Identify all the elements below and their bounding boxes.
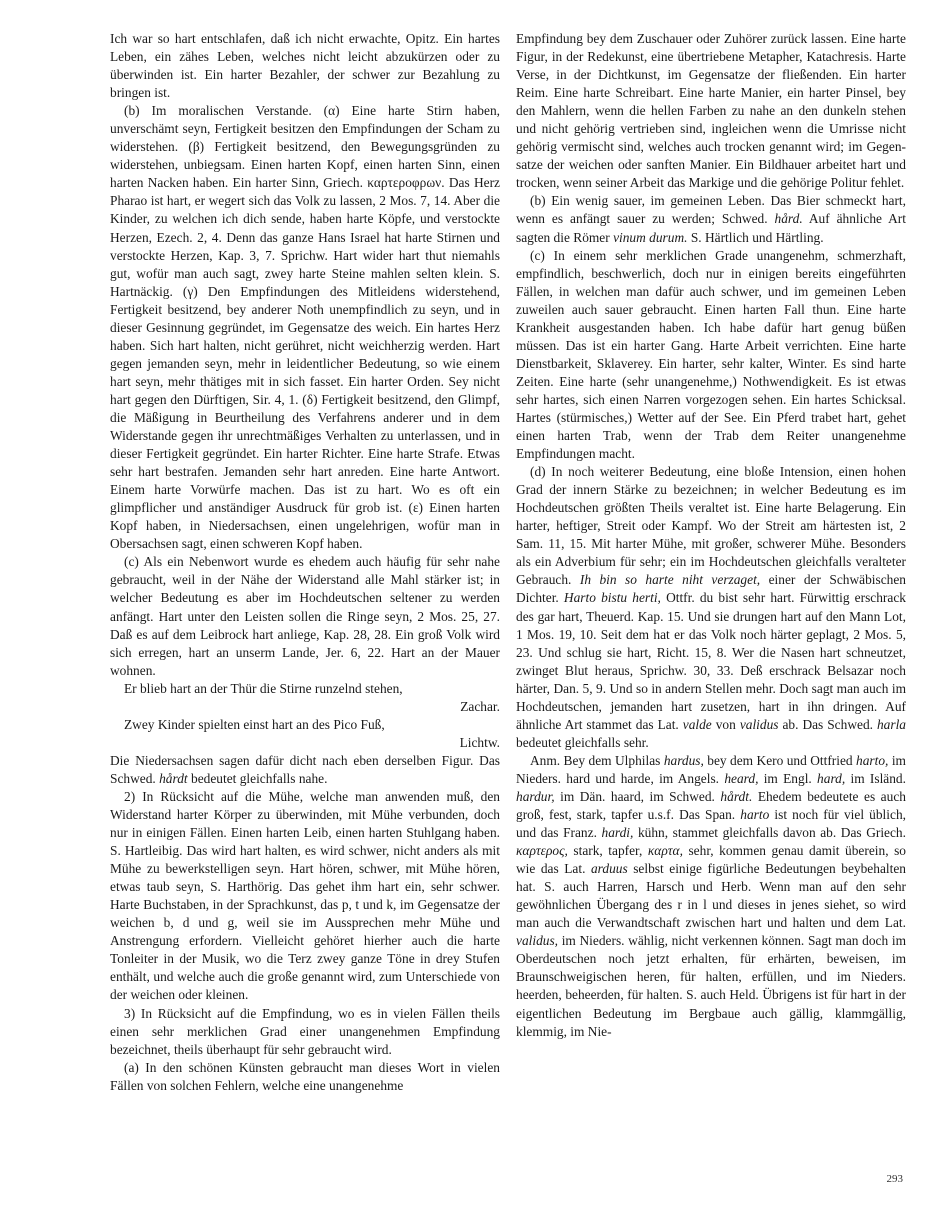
- italic-term: hardi,: [601, 825, 634, 841]
- paragraph: (a) In den schönen Künsten gebraucht man dieses Wort in vielen Fällen von solchen Fehlern, welche eine unangenehme: [110, 1059, 500, 1093]
- italic-term: heard,: [724, 770, 759, 786]
- italic-term: vinum durum.: [613, 229, 688, 245]
- italic-term: hård.: [774, 211, 803, 227]
- italic-term: hårdt.: [720, 788, 753, 804]
- italic-term: Harto bistu herti,: [563, 590, 661, 606]
- paragraph: (c) Als ein Nebenwort wurde es ehedem auch häufig für sehr nahe gebraucht, weil in der Nähe der Widerstand alle Mahl stärker ist; in welcher Bedeutung es aber im Hochdeutschen seltener zu werden anfängt. Hart unter den Leisten sollen die Ringe seyn, 2 Mos. 25, 27. Daß es auf dem Leibrock hart anliege, Kap. 28, 28. Ein groß Volk wird sich erregen, hart an unserm Lande, Jer. 6, 22. Hart an der Mauer wohnen.: [110, 554, 500, 678]
- left-column: [110, 30, 500, 1168]
- italic-term: hårdt: [159, 770, 188, 786]
- paragraph: Anm. Bey dem Ulphilas hardus, bey dem Kero und Ottfried harto, im Nieders. hard und harde, im Angels. heard, im Engl. hard, im Isländ. hardur, im Dän. haard, im Schwed. hårdt. Ehedem bedeutete es auch groß, fest, stark, tapfer u.s.f. Das Span. harto ist noch für viel üblich, und das Franz. hardi, kühn, stammet gleichfalls davon ab. Das Griech. καρτερος, stark, tapfer, καρτα, sehr, kommen genau damit überein, so wie das Lat. arduus selbst einige figürliche Bedeutungen beybehalten hat. S. auch Harren, Harsch und Herb. Wenn man auf den sehr gewöhnlichen Übergang des r in l und dieses in jenes siehet, so wird man auch die Verwandtschaft zwischen hart und halten und dem Lat. validus, im Nieders. wählig, nicht verkennen können. Sagt man doch im Oberdeutschen noch jetzt erhalten, für erhärten, beweisen, im Braunschweigischen heren, für halten, erfüllen, und im Nieders. heerden, beheerden, für halten. S. auch Held. Übrigens ist für hart in der eigentlichen Bedeutung im Bergbaue auch gällig, klammgällig, klemmig, im Nie-: [516, 752, 906, 1039]
- right-column: [516, 30, 906, 1168]
- italic-term: harto,: [856, 752, 889, 768]
- italic-term: hard,: [817, 770, 846, 786]
- italic-term: valde: [682, 716, 712, 732]
- italic-term: καρτα,: [647, 843, 683, 859]
- verse-quote: Er blieb hart an der Thür die Stirne runzelnd stehen,: [124, 680, 403, 696]
- italic-term: validus,: [516, 933, 559, 949]
- italic-term: hardur,: [516, 788, 555, 804]
- italic-term: harto: [740, 807, 770, 823]
- paragraph: (c) In einem sehr merklichen Grade unangenehm, schmerzhaft, empfindlich, beschwerlich, doch nur in einigen bereits eingeführten Fällen, in welchen man dafür auch schwer, und im gemeinen Leben zuweilen auch sauer gebraucht. Einen harten Fall thun. Eine harte Krankheit ausgestanden haben. Ich habe dafür hart genug büßen müssen. Das ist ein harter Gang. Harte Arbeit verrichten. Eine harte Dienstbarkeit, Sklaverey. Ein harter, sehr kalter, Winter. Es sind harte Zeiten. Eine harte (sehr unangenehme,) Nothwendigkeit. Es ist etwas sehr hartes, sich einen Narren vorgezogen sehen. Ein hartes Schicksal. Hartes (stürmisches,) Wetter auf der See. Ein Pferd trabet hart, gehet einen harten Trab, wenn der Trab dem Reiter unangenehme Empfindungen macht.: [516, 247, 906, 462]
- paragraph: Empfindung bey dem Zuschauer oder Zuhörer zurück lassen. Eine harte Figur, in der Redekunst, eine übertriebene Metapher, Katachresis. Harte Verse, in der Dichtkunst, im Gegensatze der fließenden. Ein harter Reim. Eine harte Schreibart. Eine harte Manier, ein harter Pinsel, bey den Mahlern, wenn die hellen Farben zu nahe an den dunkeln stehen und nicht gehörig vertrieben sind, ingleichen wenn die Umrisse nicht gehörig vermischt sind, welches auch trocken genannt wird; im Gegensatze der weichen oder sanften Manier. Ein Bildhauer arbeitet hart und trocken, wenn seiner Arbeit das Markige und die gehörige Politur fehlet.: [516, 31, 906, 191]
- paragraph: (d) In noch weiterer Bedeutung, eine bloße Intension, einen hohen Grad der innern Stärke zu bezeichnen; in welcher Bedeutung es im Hochdeutschen größten Theils veraltet ist. Eine harte Belagerung. Ein harter, heftiger, Streit oder Kampf. Wo der Streit am härtesten ist, 2 Sam. 11, 15. Mit harter Mühe, mit großer, schwerer Mühe. Besonders als ein Adverbium für sehr; ein im Hochdeutschen gleichfalls veralteter Gebrauch. Ih bin so harte niht verzaget, einer der Schwäbischen Dichter. Harto bistu herti, Ottfr. du bist sehr hart. Fürwittig erschrack des gar hart, Theuerd. Kap. 15. Und sie drungen hart auf den Mann Lot, 1 Mos. 19, 10. Seit dem hat er das Volk noch härter geplagt, 2 Mos. 5, 23. Und schlug sie hart, Richt. 15, 8. Wer die Nasen hart schneutzet, zwinget Blut heraus, Sprichw. 30, 33. Deß erschrack Belsazar noch härter, Dan. 5, 9. Und so in andern Stellen mehr. Doch sagt man auch im Hochdeutschen, jemanden hart zusetzen, hart in ihn dringen. Auf ähnliche Art stammet das Lat. valde von validus ab. Das Schwed. harla bedeutet gleichfalls sehr.: [516, 464, 906, 750]
- paragraph: (b) Im moralischen Verstande. (α) Eine harte Stirn haben, unverschämt seyn, Fertigkeit besitzen den Empfindungen der Scham zu widerstehen. (β) Fertigkeit besitzend, den Bewegungsgründen zu widerstehen, unbiegsam. Einen harten Kopf, einen harten Sinn, einen harten Nacken haben. Ein harter Sinn, Griech. καρτεροφρων. Das Herz Pharao ist hart, er wegert sich das Volk zu lassen, 2 Mos. 7, 14. Aber die Kinder, zu welchen ich dich sende, haben harte Köpfe, und verstockte Herzen, Ezech. 2, 4. Denn das ganze Hans Israel hat harte Stirnen und verstockte Herzen, Kap. 3, 7. Sprichw. Hart wider hart thut niemahls gut, wofür man auch sagt, zwey harte Steine mahlen selten klein. S. Hartnäckig. (γ) Den Empfindungen des Mitleidens widerstehend, Fertigkeit besitzend, bey anderer Noth unempfindlich zu seyn, und in dieser Gesinnung gegründet, im Gegensatze des weich. Ein hartes Herz haben. Sich hart halten, nicht gerühret, nicht weichherzig werden. Hart gegen jemanden seyn, mehr in leidentlicher Bedeutung, so wie einem hart seyn, mehr thätiges mit in sich fasset. Ein harter Orden. Sey nicht hart gegen den Dürftigen, Sir. 4, 1. (δ) Fertigkeit besitzend, den Glimpf, die Mäßigung in Beurtheilung des Verfahrens anderer und in dem Widerstande gegen ihr unrechtmäßiges Verhalten zu unterlassen, und in dieser Fertigkeit gegründet. Ein harter Richter. Eine harte Strafe. Etwas sehr hart bestrafen. Jemanden sehr hart anreden. Eine harte Antwort. Einem harte Vorwürfe machen. Das ist zu hart. Wo es oft ein glimpflicher und anständiger Ausdruck für grob ist. (ε) Einen harten Kopf haben, in Niedersachsen, einen ungelehrigen, wofür man in Obersachsen sagt, einen schweren Kopf haben.: [110, 103, 500, 552]
- italic-term: validus: [739, 716, 779, 732]
- italic-term: arduus: [590, 861, 628, 877]
- verse-quote: Zwey Kinder spielten einst hart an des Pico Fuß,: [124, 716, 385, 732]
- paragraph: (b) Ein wenig sauer, im gemeinen Leben. Das Bier schmeckt hart, wenn es anfängt sauer zu werden; Schwed. hård. Auf ähnliche Art sagten die Römer vinum durum. S. Härtlich und Härtling.: [516, 193, 906, 245]
- italic-term: hardus,: [663, 752, 704, 768]
- paragraph: 2) In Rücksicht auf die Mühe, welche man anwenden muß, den Widerstand harter Körper zu überwinden, mit Mühe verbunden, doch nur in einigen Fällen. Einen harten Leib, einen harten Stuhlgang haben. S. Hartleibig. Das wird hart halten, es wird schwer, nicht anders als mit Mühe zu bewerkstelligen seyn. Hart hören, schwer, mit Mühe hören, etwas taub seyn, S. Harthörig. Das gehet ihm hart ein, sehr schwer. Harte Buchstaben, in der Sprachkunst, das p, t und k, im Gegensatze der weichen b, d und g, weil sie im Aussprechen mehr Mühe und Anstrengung erfordern. Vielleicht gehöret hierher auch die harte Tonleiter in der Musik, wo die Terz zwey ganze Töne in drey Stufen enthält, und welche auch die große genannt wird, zum Unterschiede von der weichen oder kleinen.: [110, 788, 500, 1003]
- paragraph: Die Niedersachsen sagen dafür dicht nach eben derselben Figur. Das Schwed. hårdt bedeutet gleichfalls nahe.: [110, 752, 500, 786]
- italic-term: Ih bin so harte niht verzaget,: [579, 572, 761, 588]
- page-number: 293: [886, 1173, 903, 1185]
- paragraph: 3) In Rücksicht auf die Empfindung, wo es in vielen Fällen theils einen sehr merklichen Grad einer unangenehmen Empfindung bezeichnet, theils überhaupt für sehr gebraucht wird.: [110, 1005, 500, 1057]
- paragraph: Ich war so hart entschlafen, daß ich nicht erwachte, Opitz. Ein hartes Leben, ein zähes Leben, welches nicht leicht abzukürzen oder zu überwinden ist. Ein harter Bezahler, der schwer zur Bezahlung zu bringen ist.: [110, 31, 500, 101]
- italic-term: καρτερος,: [516, 843, 568, 859]
- verse-attribution: Zachar.: [460, 698, 500, 714]
- verse-attribution: Lichtw.: [459, 734, 500, 750]
- italic-term: harla: [876, 716, 906, 732]
